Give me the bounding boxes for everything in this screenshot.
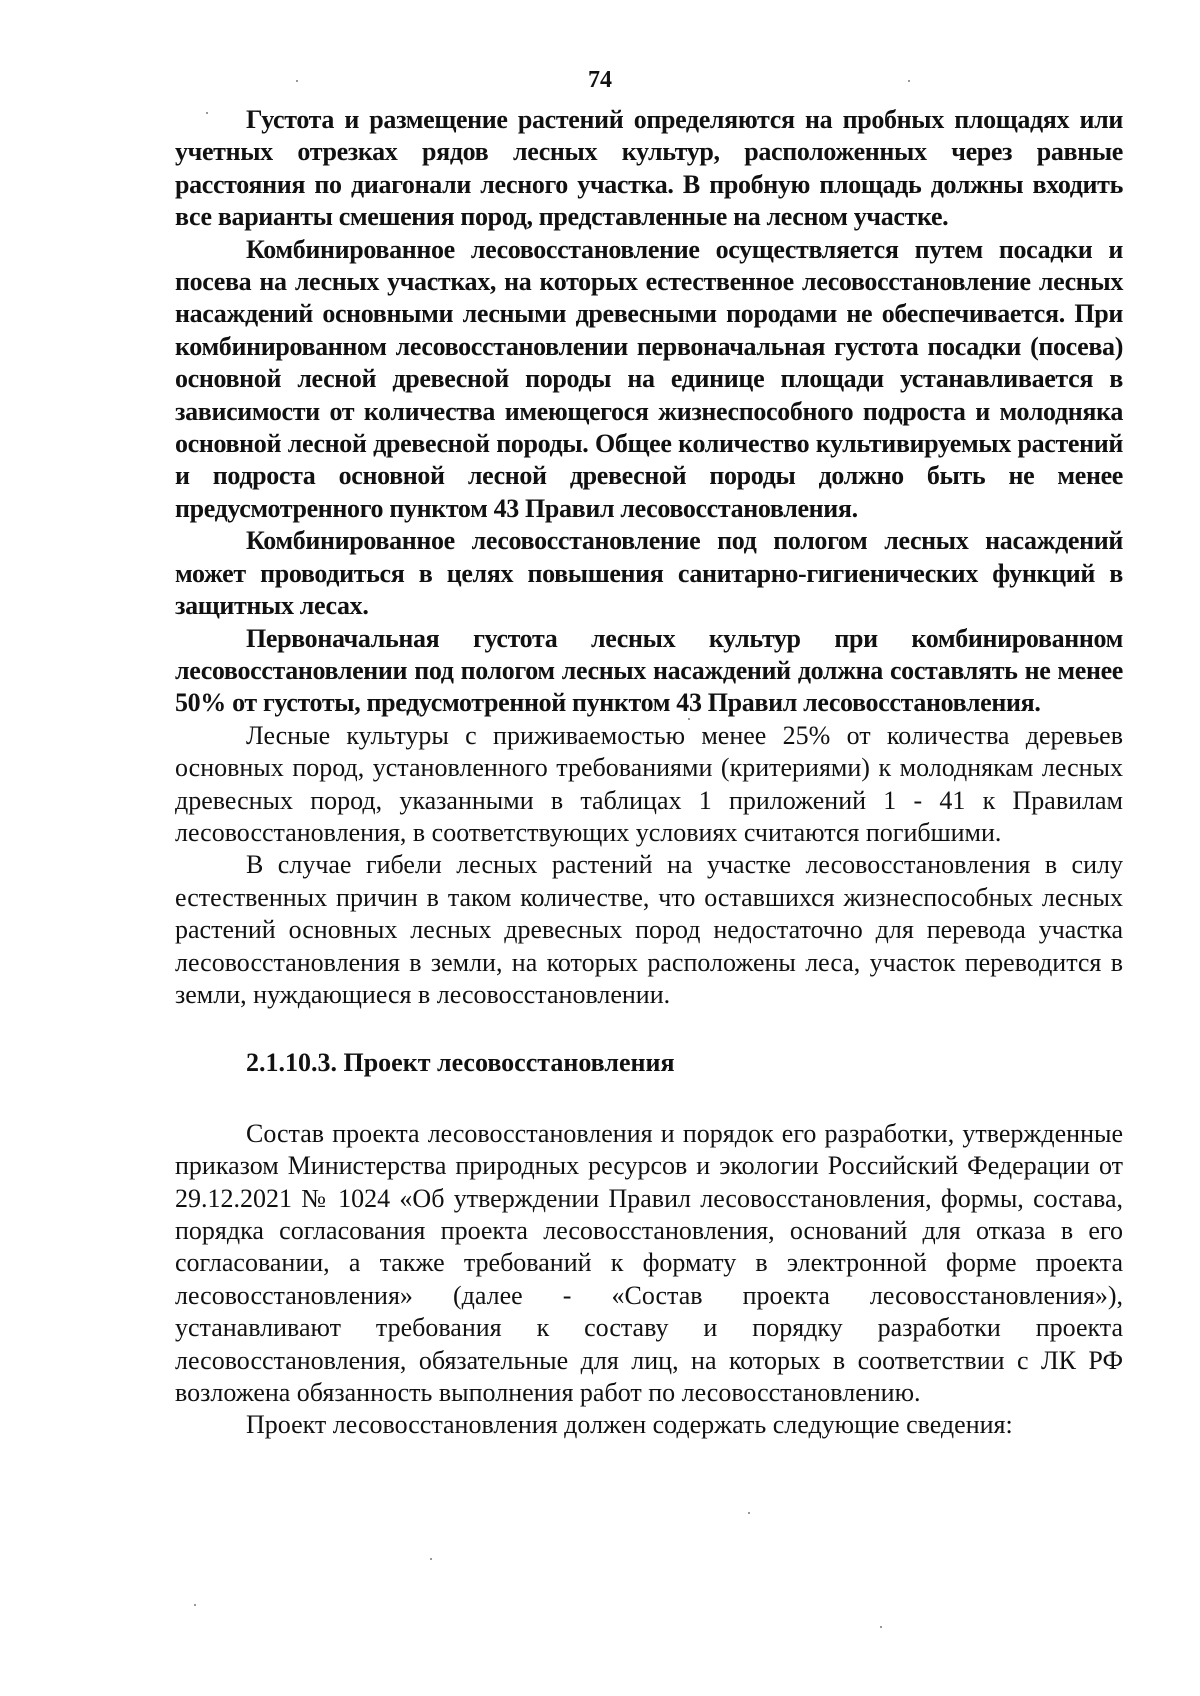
paragraph-survival-rate: Лесные культуры с приживаемостью менее 25% от количества деревьев основных пород, установленного требованиями (критериями) к молоднякам лесных древесных пород, указанными в таблицах 1 приложений 1 - 41 к Правилам лесовосстановления, в соответствующих условиях считаются погибшими.	[175, 720, 1123, 847]
paragraph-project-composition: Состав проекта лесовосстановления и порядок его разработки, утвержденные приказом Министерства природных ресурсов и экологии Российский Федерации от 29.12.2021 № 1024 «Об утверждении Правил лесовосстановления, формы, состава, порядка согласования проекта лесовосстановления, оснований для отказа в его согласовании, а также требований к формату в электронной форме проекта лесовосстановления» (далее - «Состав проекта лесовосстановления»), устанавливают требования к составу и порядку разработки проекта лесовосстановления, обязательные для лиц, на которых в соответствии с ЛК РФ возложена обязанность выполнения работ по лесовосстановлению.	[175, 1118, 1123, 1408]
paragraph-plot-density: Густота и размещение растений определяются на пробных площадях или учетных отрезках рядов лесных культур, расположенных через равные расстояния по диагонали лесного участка. В пробную площадь должны входить все варианты смешения пород, представленные на лесном участке.	[175, 105, 1123, 232]
scan-speck	[880, 1626, 882, 1628]
section-heading: 2.1.10.3. Проект лесовосстановления	[246, 1048, 675, 1078]
paragraph-combined-reforestation: Комбинированное лесовосстановление осуществляется путем посадки и посева на лесных участках, на которых естественное лесовосстановление лесных насаждений основными лесными древесными породами не обеспечивается. При комбинированном лесовосстановлении первоначальная густота посадки (посева) основной лесной древесной породы на единице площади устанавливается в зависимости от количества имеющегося жизнеспособного подроста и молодняка основной лесной древесной породы. Общее количество культивируемых растений и подроста основной лесной древесной породы должно быть не менее предусмотренного пунктом 43 Правил лесовосстановления.	[175, 234, 1123, 523]
scan-speck	[748, 1512, 750, 1514]
scan-speck	[194, 1604, 196, 1606]
page-content	[175, 104, 1123, 1442]
scan-speck	[908, 80, 910, 82]
scan-speck	[206, 112, 208, 114]
scan-speck	[688, 718, 690, 720]
scan-speck	[430, 1558, 432, 1560]
paragraph-project-contents: Проект лесовосстановления должен содержать следующие сведения:	[246, 1410, 1013, 1440]
page-number: 74	[588, 67, 612, 93]
paragraph-initial-density: Первоначальная густота лесных культур при комбинированном лесовосстановлении под пологом лесных насаждений должна составлять не менее 50% от густоты, предусмотренной пунктом 43 Правил лесовосстановления.	[175, 623, 1123, 718]
scan-speck	[296, 80, 298, 82]
paragraph-plant-loss: В случае гибели лесных растений на участке лесовосстановления в силу естественных причин в таком количестве, что оставшихся жизнеспособных лесных растений основных лесных древесных пород недостаточно для перевода участка лесовосстановления в земли, на которых расположены леса, участок переводится в земли, нуждающиеся в лесовосстановлении.	[175, 850, 1123, 1009]
paragraph-under-canopy: Комбинированное лесовосстановление под пологом лесных насаждений может проводиться в целях повышения санитарно-гигиенических функций в защитных лесах.	[175, 526, 1123, 621]
